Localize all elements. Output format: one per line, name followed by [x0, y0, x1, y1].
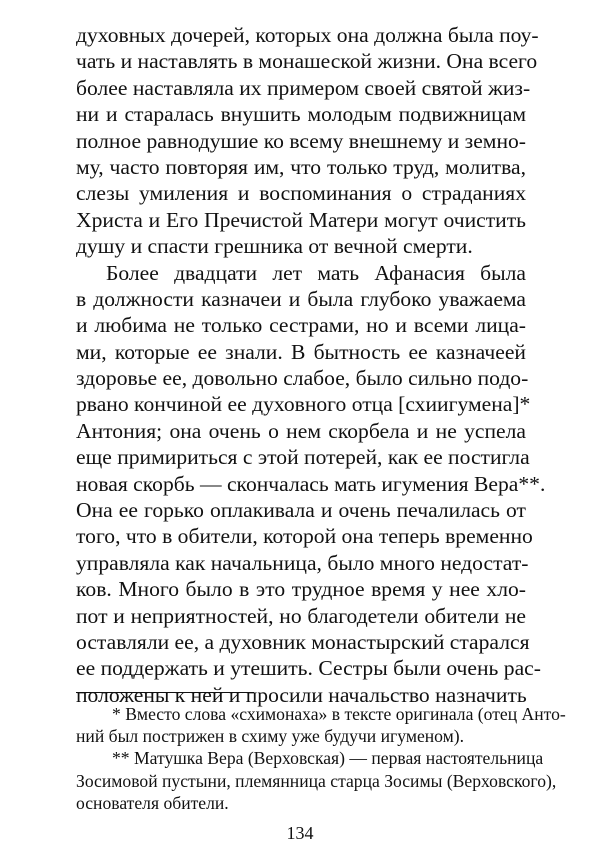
- text-line: новая скорбь — скончалась мать игумения Вера**.: [76, 471, 546, 496]
- text-line: чать и наставлять в монашеской жизни. Она всего: [76, 49, 538, 74]
- text-line: ее поддержать и утешить. Сестры были очень рас-: [76, 656, 541, 681]
- text-line: Антония; она очень о нем скорбела и не успела: [76, 418, 526, 443]
- text-line: слезы умиления и воспоминания о страданиях: [76, 181, 526, 206]
- page-number: 134: [286, 823, 314, 843]
- footnote-line: Зосимовой пустыни, племянница старца Зосимы (Верховского),: [76, 770, 557, 791]
- text-line: Христа и Его Пречистой Матери могут очистить: [76, 207, 526, 232]
- text-line: более наставляла их примером своей святой жиз-: [76, 75, 531, 100]
- text-line: и любима не только сестрами, но и всеми лица-: [76, 313, 526, 338]
- text-line: того, что в обители, которой она теперь временно: [76, 524, 533, 549]
- text-line: ми, которые ее знали. В бытность ее казначеей: [76, 339, 526, 364]
- text-line: в должности казначеи и была глубоко уважаема: [76, 286, 526, 311]
- footnote-line: ний был пострижен в схиму уже будучи игуменом).: [76, 726, 465, 747]
- main-text: [76, 22, 546, 708]
- text-line: управляла как начальница, было много недостат-: [76, 550, 529, 575]
- footnote-separator: [76, 692, 254, 693]
- text-line: рвано кончиной ее духовного отца [схиигумена]*: [76, 392, 531, 417]
- text-line: Более двадцати лет мать Афанасия была: [106, 260, 526, 285]
- text-line: полное равнодушие ко всему внешнему и земно-: [76, 128, 526, 153]
- text-line: здоровье ее, довольно слабое, было сильно подо-: [76, 366, 529, 391]
- text-line: положены к ней и просили начальство назначить: [76, 682, 527, 707]
- text-line: оставляли ее, а духовник монастырский старался: [76, 629, 530, 654]
- text-line: ни и старалась внушить молодым подвижницам: [76, 102, 526, 127]
- text-line: ков. Много было в это трудное время у нее хло-: [76, 577, 526, 602]
- text-line: душу и спасти грешника от вечной смерти.: [76, 234, 473, 259]
- footnotes: [76, 703, 566, 814]
- text-line: му, часто повторяя им, что только труд, молитва,: [76, 154, 526, 179]
- text-line: духовных дочерей, которых она должна была поу-: [76, 23, 539, 47]
- text-line: Она ее горько оплакивала и очень печалилась от: [76, 498, 526, 523]
- footnote-line: основателя обители.: [76, 792, 229, 813]
- footnote-line: * Вместо слова «схимонаха» в тексте оригинала (отец Анто-: [112, 704, 566, 724]
- text-line: пот и неприятностей, но благодетели обители не: [76, 603, 526, 628]
- text-line: еще примириться с этой потерей, как ее постигла: [76, 445, 530, 470]
- footnote-line: ** Матушка Вера (Верховская) — первая настоятельница: [112, 748, 544, 769]
